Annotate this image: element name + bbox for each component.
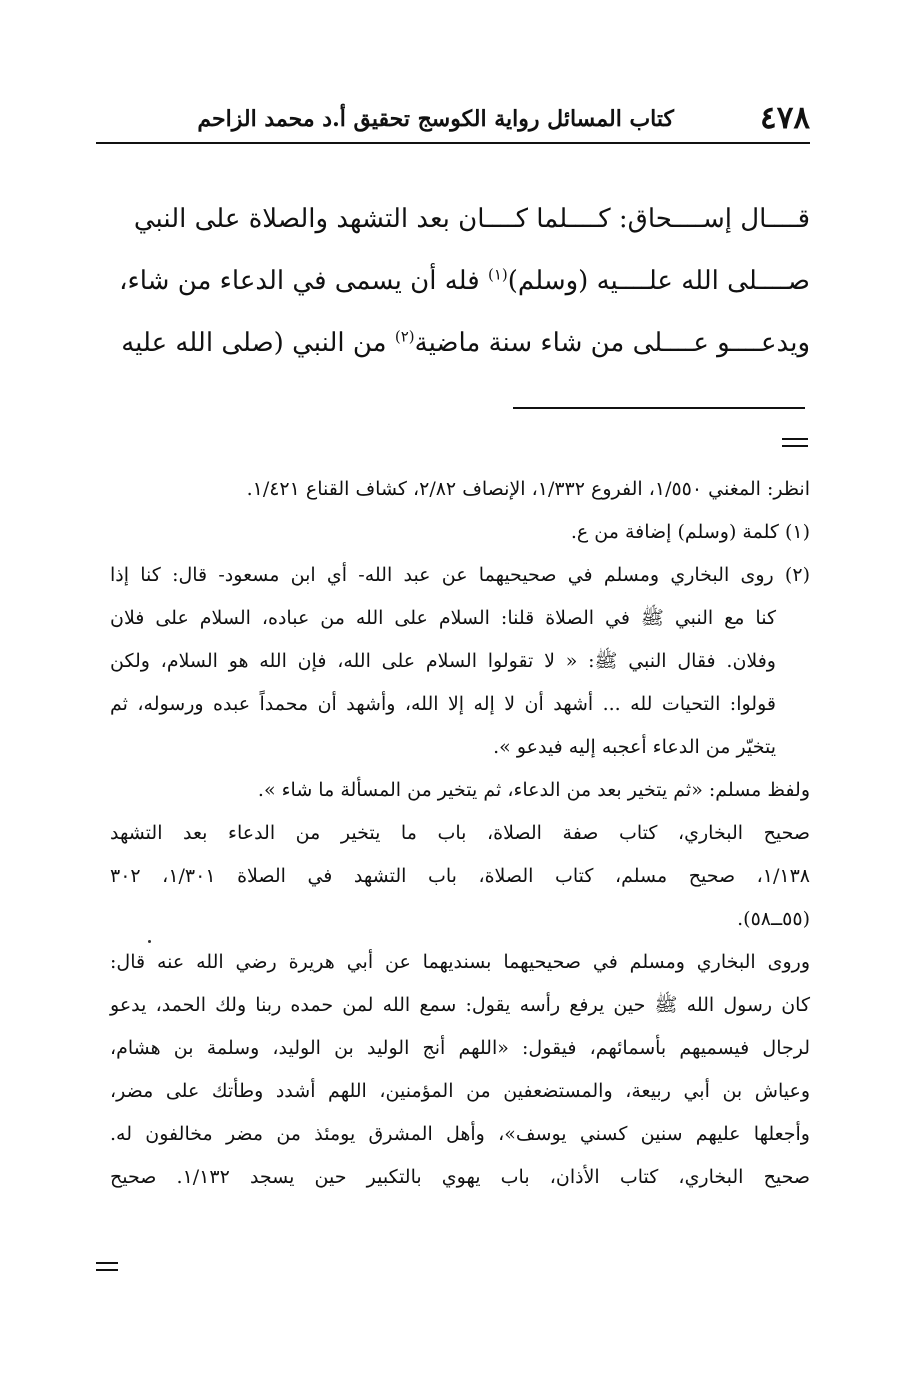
footnote-2-line-11: كان رسول الله ﷺ حين يرفع رأسه يقول: سمع الله لمن حمده ربنا ولك الحمد، يدعو <box>110 994 810 1016</box>
main-line-3 <box>121 312 810 374</box>
footnote-2-line-2: كنا مع النبي ﷺ في الصلاة قلنا: السلام على الله من عباده، السلام على فلان <box>110 607 776 629</box>
footnote-2-line-12: لرجال فيسميهم بأسمائهم، فيقول: «اللهم أنج الوليد بن الوليد، وسلمة بن هشام، <box>110 1037 810 1059</box>
footnote-ref-1: (١) <box>487 265 508 284</box>
main-line-2 <box>119 250 810 312</box>
footnote-2-line-9: (٥٥ــ٥٨). <box>737 908 810 930</box>
footnote-2-line-8: ١/١٣٨، صحيح مسلم، كتاب الصلاة، باب التشهد في الصلاة ١/٣٠١، ٣٠٢ <box>110 865 811 887</box>
ink-dot <box>148 940 151 943</box>
main-line-3-end: من النبي (صلى الله عليه <box>121 328 395 358</box>
footnote-2-line-6: ولفظ مسلم: «ثم يتخير بعد من الدعاء، ثم يتخير من المسألة ما شاء ». <box>257 779 810 801</box>
footnote-2-line-14: وأجعلها عليهم سنين كسني يوسف»، وأهل المشرق يومئذ من مضر مخالفون له. <box>110 1123 810 1145</box>
footnote-2-line-10: وروى البخاري ومسلم في صحيحيهما بسنديهما عن أبي هريرة رضي الله عنه قال: <box>110 951 810 973</box>
main-text <box>119 188 810 374</box>
footnote-prev-line: انظر: المغني ١/٥٥٠، الفروع ١/٣٣٢، الإنصاف ٢/٨٢، كشاف القناع ١/٤٢١. <box>246 478 810 500</box>
footnote-2-line-3: وفلان. فقال النبي ﷺ: « لا تقولوا السلام على الله، فإن الله هو السلام، ولكن <box>110 650 776 672</box>
main-line-3-start: ويدعــــو عــــلى من شاء سنة ماضية <box>414 328 810 358</box>
continuation-mark-bottom <box>96 1262 118 1274</box>
footnote-2-line-15: صحيح البخاري، كتاب الأذان، باب يهوي بالتكبير حين يسجد ١/١٣٢. صحيح <box>110 1166 810 1188</box>
footnote-1: (١) كلمة (وسلم) إضافة من ع. <box>570 521 810 543</box>
main-line-2-end: فله أن يسمى في الدعاء من شاء، <box>119 266 488 296</box>
main-line-1: قــــال إســــحاق: كــــلما كــــان بعد التشهد والصلاة على النبي <box>133 204 810 234</box>
footnotes <box>110 468 810 1199</box>
footnote-2-line-1: (٢) روى البخاري ومسلم في صحيحيهما عن عبد الله- أي ابن مسعود- قال: كنا إذا <box>110 564 810 586</box>
footnote-ref-2: (٢) <box>394 327 415 346</box>
running-title: كتاب المسائل رواية الكوسج تحقيق أ.د محمد الزاحم <box>197 106 674 132</box>
footnote-2-line-4: قولوا: التحيات لله ... أشهد أن لا إله إلا الله، وأشهد أن محمداً عبده ورسوله، ثم <box>110 693 776 715</box>
footnote-2-line-13: وعياش بن أبي ربيعة، والمستضعفين من المؤمنين، اللهم أشدد وطأتك على مضر، <box>110 1080 810 1102</box>
footnote-2-line-5: يتخيّر من الدعاء أعجبه إليه فيدعو ». <box>493 736 776 758</box>
footnote-separator <box>513 407 805 409</box>
page-header <box>96 96 810 144</box>
continuation-mark-top <box>782 438 808 450</box>
footnote-2-line-7: صحيح البخاري، كتاب صفة الصلاة، باب ما يتخير من الدعاء بعد التشهد <box>110 822 810 844</box>
main-line-2-start: صــــلى الله علــــيه (وسلم) <box>507 266 810 296</box>
page-number: ٤٧٨ <box>760 100 810 136</box>
